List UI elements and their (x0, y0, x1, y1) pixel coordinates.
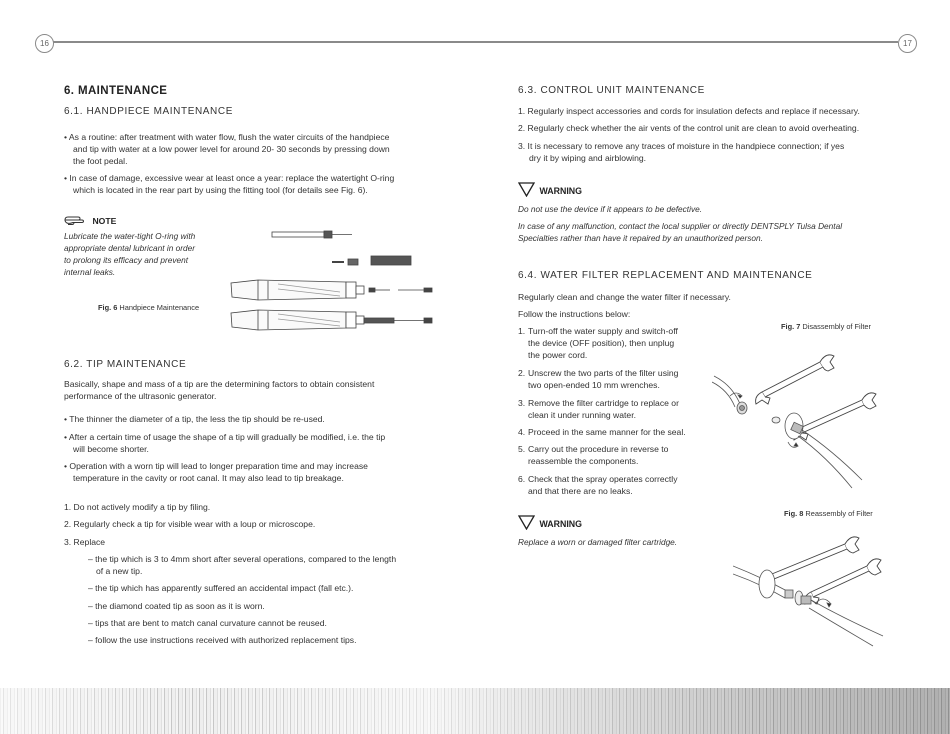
heading-tip-maintenance: 6.2. TIP MAINTENANCE (64, 359, 187, 370)
replace-item-instructions: – follow the use instructions received with authorized replacement tips. (88, 635, 357, 645)
filter-intro-1: Regularly clean and change the water filter if necessary. (518, 292, 731, 302)
note-heading (64, 211, 116, 229)
tip-intro: Basically, shape and mass of a tip are the determining factors to obtain consistent performance of the ultrasonic generator. (64, 379, 375, 401)
warning-text-filter: Replace a worn or damaged filter cartridge. (518, 537, 678, 547)
fig8-filter-reassembly-illustration (733, 528, 898, 648)
replace-item-diamond: – the diamond coated tip as soon as it is worn. (88, 601, 265, 611)
tip-step-1: 1. Do not actively modify a tip by filing. (64, 502, 211, 512)
replace-item-bent: – tips that are bent to match canal curvature cannot be reused. (88, 618, 327, 628)
section-title-maintenance: 6. MAINTENANCE (64, 85, 168, 97)
bottom-decorative-band (0, 688, 950, 734)
fig6-handpiece-illustration (228, 226, 438, 344)
filter-intro-2: Follow the instructions below: (518, 309, 631, 319)
warning-label-1: WARNING (539, 186, 582, 196)
tip-bullet-worn: • Operation with a worn tip will lead to longer preparation time and may increase temperature in the cavity or root canal. It may also lead to tip breakage. (64, 461, 368, 483)
page-number-right: 17 (898, 34, 917, 53)
control-item-2: 2. Regularly check whether the air vents of the control unit are clean to avoid overheating. (518, 123, 860, 133)
warning-label-2: WARNING (539, 519, 582, 529)
warning-triangle-icon (518, 182, 535, 197)
warning-heading-2 (518, 514, 582, 532)
replace-item-impact: – the tip which has apparently suffered an accidental impact (fall etc.). (88, 583, 354, 593)
fig7-caption: Fig. 7 Disassembly of Filter (781, 322, 871, 331)
control-item-3: 3. It is necessary to remove any traces of moisture in the handpiece connection; if yes dry it by wiping and airblowing. (518, 141, 845, 163)
replace-item-short: – the tip which is 3 to 4mm short after several operations, compared to the length of a new tip. (88, 554, 397, 576)
warning-heading-1 (518, 181, 582, 199)
warning-text-defective: Do not use the device if it appears to be defective. (518, 204, 703, 214)
tip-bullet-usage: • After a certain time of usage the shape of a tip will gradually be modified, i.e. the tip will become shorter. (64, 432, 386, 454)
note-label: NOTE (92, 216, 117, 226)
header-rule (52, 41, 898, 43)
note-text: Lubricate the water-tight O-ring with appropriate dental lubricant in order to prolong its efficacy and prevent internal leaks. (64, 231, 196, 277)
warning-text-malfunction: In case of any malfunction, contact the local supplier or directly DENTSPLY Tulsa Dental Specialties rather than have it repaired by an unauthorized person. (518, 221, 843, 243)
warning-triangle-icon (518, 515, 535, 530)
fig8-caption: Fig. 8 Reassembly of Filter (784, 509, 873, 518)
heading-water-filter: 6.4. WATER FILTER REPLACEMENT AND MAINTENANCE (518, 270, 813, 281)
fig7-filter-disassembly-illustration (712, 340, 892, 490)
pointing-hand-icon (64, 214, 88, 226)
control-item-1: 1. Regularly inspect accessories and cords for insulation defects and replace if necessary. (518, 106, 860, 116)
tip-step-3: 3. Replace (64, 537, 106, 547)
tip-step-2: 2. Regularly check a tip for visible wear with a loup or microscope. (64, 519, 316, 529)
tip-bullet-thinner: • The thinner the diameter of a tip, the less the tip should be re-used. (64, 414, 325, 424)
bullet-damage: • In case of damage, excessive wear at least once a year: replace the watertight O-ring which is located in the rear part by using the fitting tool (for details see Fig. 6). (64, 173, 395, 195)
heading-handpiece-maintenance: 6.1. HANDPIECE MAINTENANCE (64, 106, 233, 117)
fig6-caption: Fig. 6 Handpiece Maintenance (98, 303, 200, 312)
heading-control-unit-maintenance: 6.3. CONTROL UNIT MAINTENANCE (518, 85, 705, 96)
page-number-left: 16 (35, 34, 54, 53)
bullet-routine: • As a routine: after treatment with water flow, flush the water circuits of the handpiece and tip with water at a low power level for around 20- 30 seconds by pressing down the foot pedal. (64, 132, 390, 166)
